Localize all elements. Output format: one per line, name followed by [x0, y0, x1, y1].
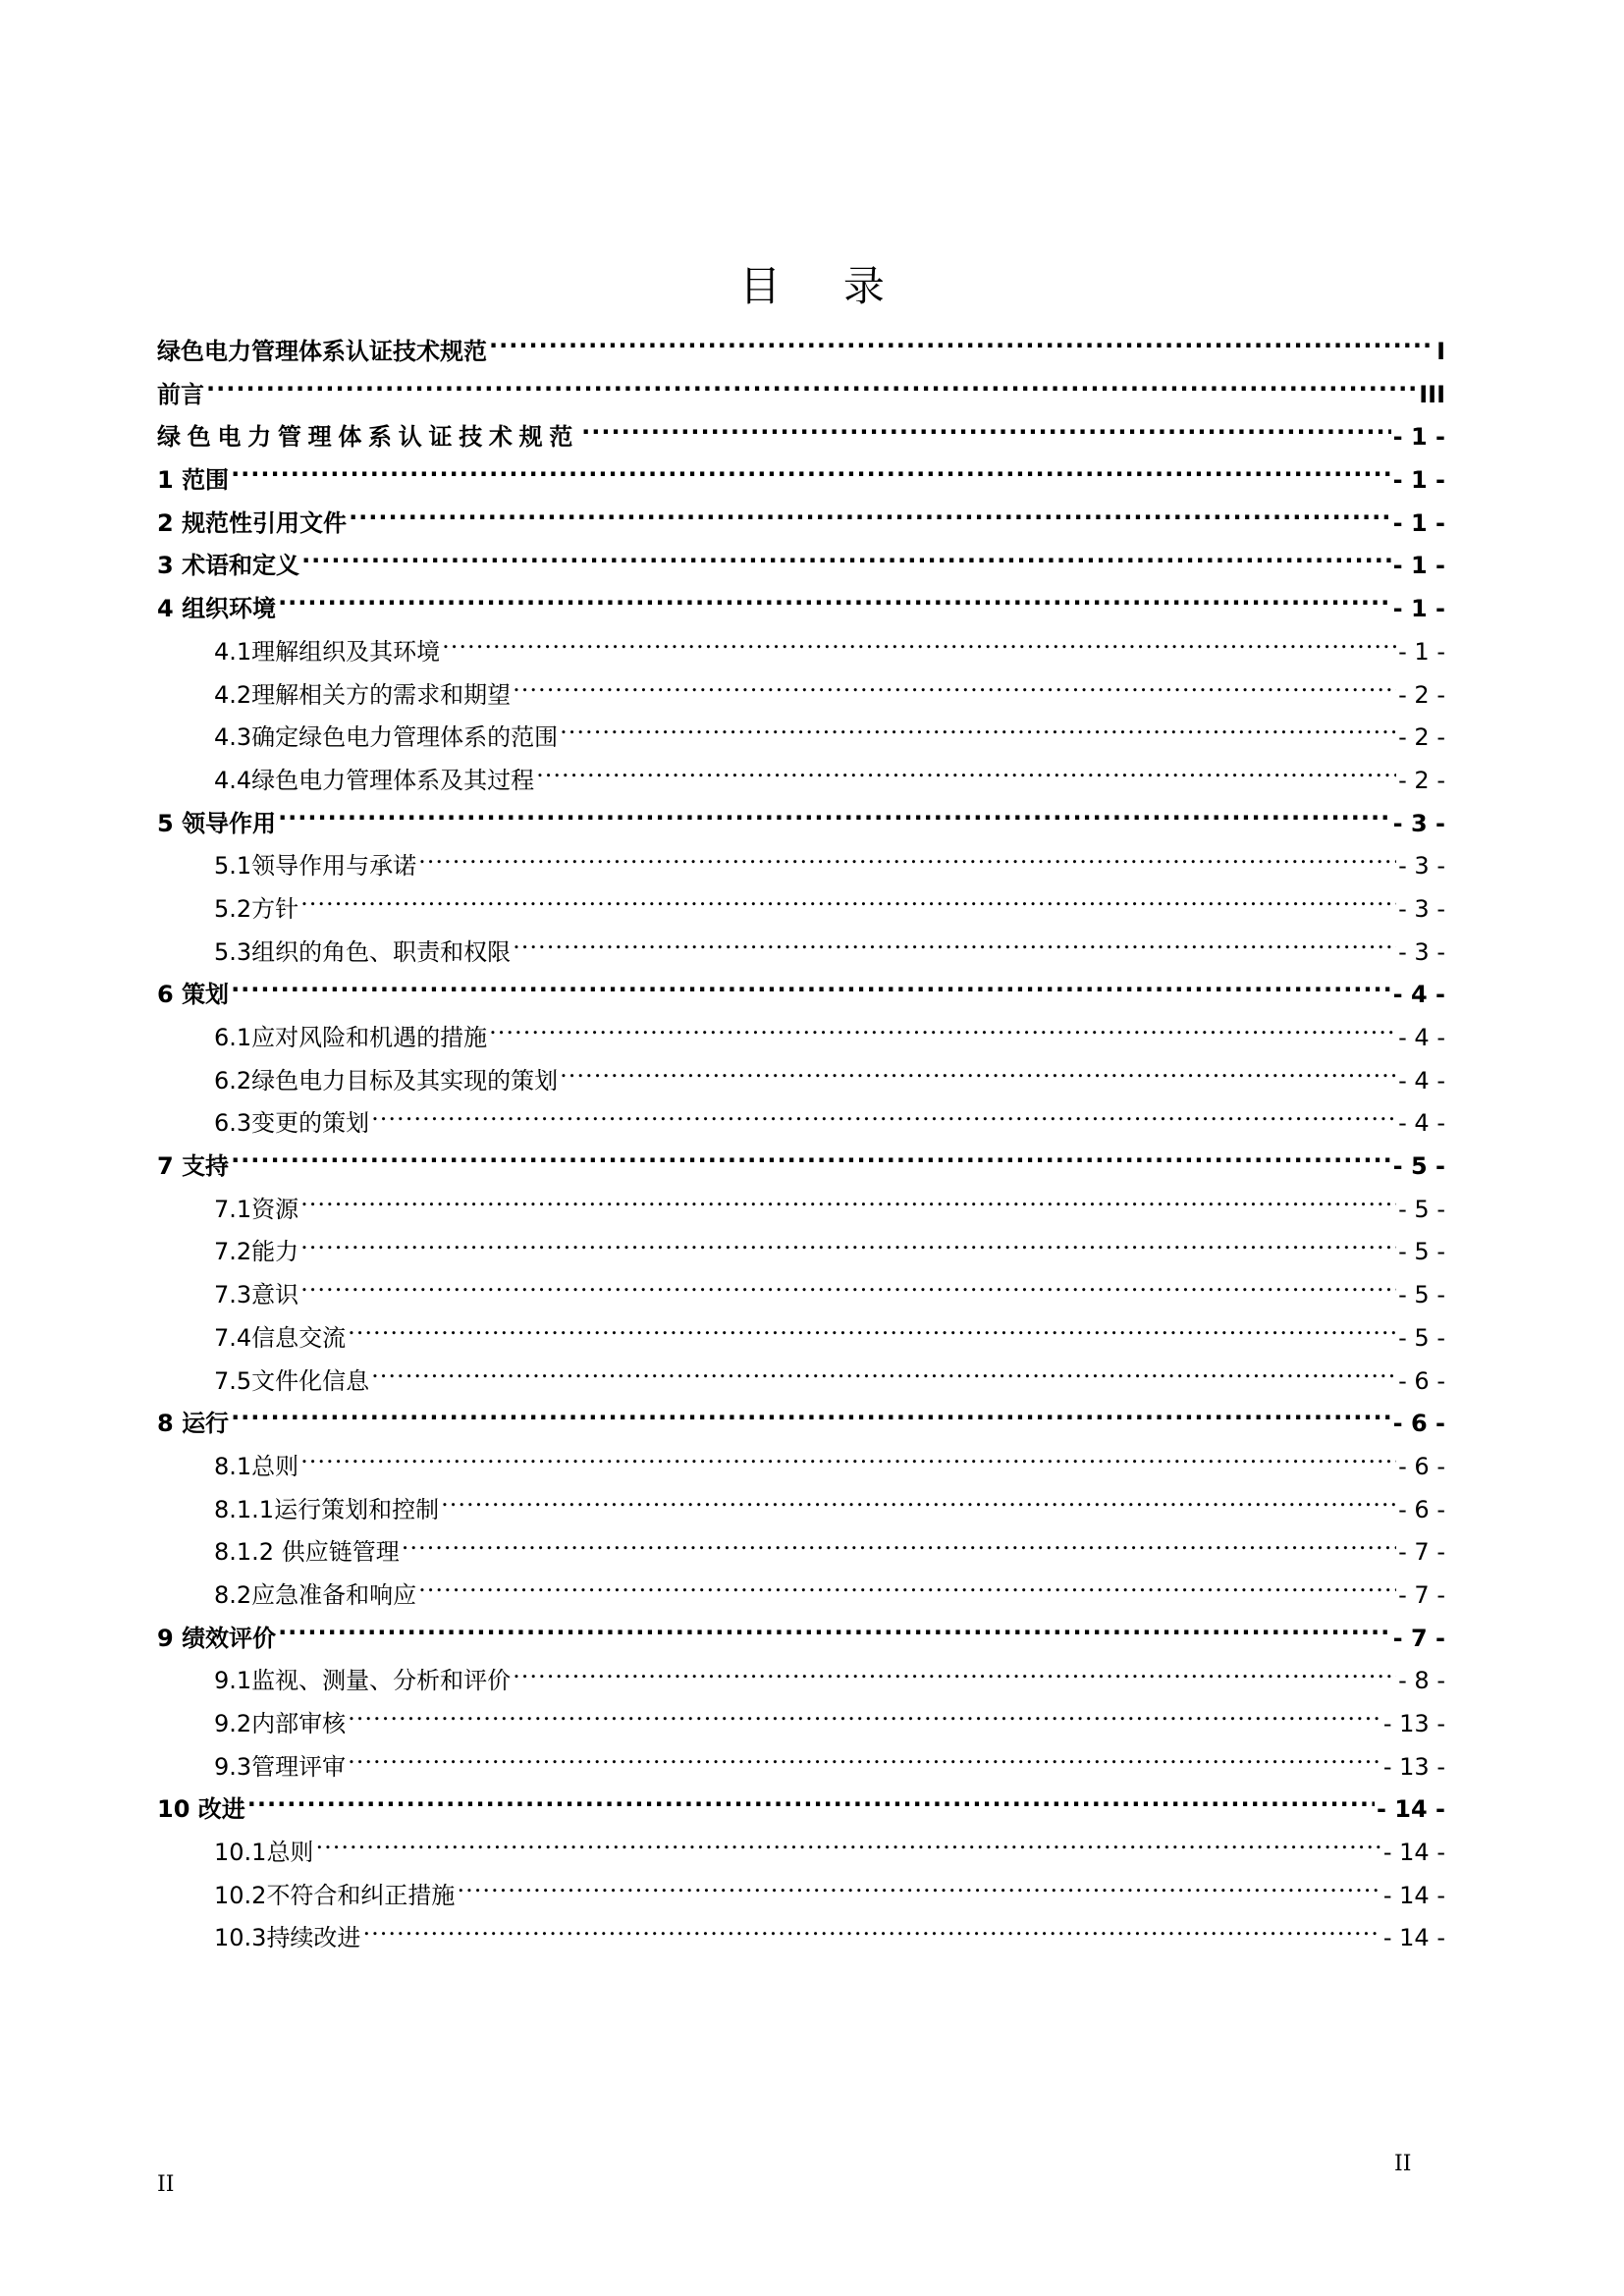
toc-page-number: III [1419, 380, 1445, 408]
toc-entry-text: 组织环境 [182, 595, 277, 623]
toc-entry-number: 9.1 [214, 1667, 252, 1695]
toc-page-number: - 2 - [1398, 680, 1445, 709]
footer-page-number-right: II [1394, 2152, 1412, 2176]
toc-page-number: - 1 - [1392, 466, 1445, 495]
toc-entry-label [214, 760, 534, 803]
toc-entry-number: 2 [157, 508, 174, 537]
toc-page-number: - 6 - [1398, 1452, 1445, 1480]
toc-entry-section[interactable] [157, 416, 1445, 459]
toc-entry-label [214, 1189, 298, 1232]
toc-page-number: - 14 - [1376, 1795, 1445, 1824]
toc-entry-section[interactable] [157, 974, 1445, 1017]
toc-entry-text: 绿色电力管理体系认证技术规范 [157, 338, 487, 365]
toc-entry-subsection[interactable] [157, 1274, 1445, 1317]
toc-entry-text: 应急准备和响应 [251, 1580, 417, 1609]
toc-dot-leader [231, 1150, 1391, 1174]
toc-entry-number: 9.2 [214, 1710, 252, 1737]
toc-page-number: - 4 - [1392, 981, 1445, 1009]
toc-entry-subsection[interactable] [157, 1317, 1445, 1361]
toc-entry-number: 9.3 [214, 1752, 252, 1781]
toc-page-number: - 3 - [1398, 937, 1445, 966]
toc-entry-number: 3 [157, 552, 174, 580]
toc-entry-subsection[interactable] [157, 1746, 1445, 1789]
toc-page-number: - 2 - [1398, 723, 1445, 752]
toc-dot-leader [300, 893, 1396, 917]
toc-entry-label [214, 1060, 558, 1103]
toc-page-number: - 3 - [1398, 894, 1445, 923]
toc-page-number: - 1 - [1392, 508, 1445, 537]
toc-page-number: - 7 - [1398, 1580, 1445, 1609]
toc-page-number: - 3 - [1392, 809, 1445, 837]
toc-dot-leader [513, 936, 1396, 960]
toc-entry-text: 管理评审 [251, 1752, 347, 1781]
toc-entry-label [157, 1146, 229, 1189]
toc-entry-section[interactable] [157, 588, 1445, 631]
toc-entry-text: 组织的角色、职责和权限 [251, 937, 512, 966]
toc-entry-section[interactable] [157, 1146, 1445, 1189]
toc-entry-label [214, 1531, 400, 1575]
toc-entry-label [214, 1703, 346, 1746]
toc-entry-text: 理解组织及其环境 [251, 637, 441, 666]
toc-entry-text: 术语和定义 [182, 552, 300, 580]
toc-entry-label [214, 1017, 487, 1060]
toc-entry-number: 10.2 [214, 1881, 267, 1909]
toc-entry-number: 9 [157, 1624, 174, 1652]
toc-dot-leader [489, 336, 1435, 359]
toc-entry-label [214, 932, 511, 975]
toc-entry-subsection[interactable] [157, 1361, 1445, 1404]
toc-entry-number: 4.4 [214, 766, 252, 794]
toc-entry-section[interactable] [157, 1403, 1445, 1446]
toc-entry-label [157, 459, 229, 503]
toc-entry-subsection[interactable] [157, 1875, 1445, 1918]
toc-entry-number: 10.3 [214, 1924, 267, 1952]
toc-dot-leader [348, 1751, 1381, 1775]
toc-dot-leader [206, 379, 1417, 402]
toc-page-number: - 5 - [1392, 1152, 1445, 1181]
toc-page-number: - 4 - [1398, 1024, 1445, 1051]
toc-entry-label [214, 1917, 360, 1960]
toc-entry-text: 监视、测量、分析和评价 [251, 1667, 512, 1695]
toc-entry-subsection[interactable] [157, 1703, 1445, 1746]
toc-entry-number: 7.5 [214, 1366, 252, 1395]
toc-dot-leader [300, 1236, 1396, 1259]
toc-entry-label [157, 1618, 276, 1661]
toc-entry-label [214, 1746, 346, 1789]
toc-entry-number: 1 [157, 466, 174, 495]
toc-entry-subsection[interactable] [157, 1231, 1445, 1274]
toc-entry-number: 8.1.2 [214, 1538, 275, 1567]
toc-entry-label [157, 416, 579, 459]
toc-entry-text: 前言 [157, 380, 204, 408]
toc-entry-number: 8 [157, 1410, 174, 1438]
toc-entry-label [157, 1789, 245, 1832]
toc-dot-leader [247, 1793, 1375, 1817]
table-of-contents [157, 331, 1445, 1960]
toc-entry-number: 6.1 [214, 1024, 252, 1051]
toc-dot-leader [278, 808, 1391, 831]
toc-entry-text: 绿色电力管理体系认证技术规范 [157, 423, 580, 452]
toc-entry-label [214, 1317, 346, 1361]
toc-entry-number: 10.1 [214, 1839, 267, 1867]
toc-entry-text: 变更的策划 [251, 1109, 370, 1138]
toc-entry-text: 绩效评价 [182, 1624, 277, 1652]
toc-entry-text: 运行策划和控制 [274, 1495, 440, 1523]
toc-entry-text: 应对风险和机遇的措施 [251, 1024, 488, 1051]
toc-page-number: - 6 - [1392, 1410, 1445, 1438]
toc-entry-label [214, 674, 511, 718]
toc-entry-number: 5.3 [214, 937, 252, 966]
toc-dot-leader [348, 1322, 1396, 1346]
toc-entry-text: 持续改进 [266, 1924, 361, 1952]
toc-entry-subsection[interactable] [157, 1489, 1445, 1532]
toc-dot-leader [441, 1494, 1396, 1518]
toc-dot-leader [231, 1408, 1391, 1431]
toc-entry-label [214, 631, 440, 674]
toc-entry-label [157, 803, 276, 846]
toc-entry-number: 7 [157, 1152, 174, 1181]
toc-entry-section[interactable] [157, 331, 1445, 374]
toc-dot-leader [560, 721, 1396, 745]
toc-entry-number: 7.3 [214, 1281, 252, 1309]
toc-entry-label [214, 1231, 298, 1274]
toc-entry-label [214, 1446, 298, 1489]
toc-dot-leader [371, 1107, 1396, 1131]
toc-entry-subsection[interactable] [157, 1060, 1445, 1103]
toc-page-number: - 8 - [1398, 1667, 1445, 1695]
toc-entry-text: 资源 [251, 1195, 299, 1223]
toc-entry-text: 能力 [251, 1238, 299, 1266]
toc-entry-text: 支持 [182, 1152, 230, 1181]
toc-dot-leader [581, 421, 1391, 445]
toc-entry-text: 方针 [251, 894, 299, 923]
toc-dot-leader [278, 593, 1391, 616]
toc-entry-number: 4 [157, 595, 174, 623]
toc-entry-label [214, 845, 416, 888]
toc-dot-leader [300, 1194, 1396, 1217]
toc-entry-text: 总则 [251, 1452, 299, 1480]
toc-dot-leader [442, 636, 1396, 660]
toc-entry-text: 范围 [182, 466, 230, 495]
toc-entry-text: 领导作用 [182, 809, 277, 837]
toc-page-number: - 13 - [1382, 1752, 1445, 1781]
toc-entry-subsection[interactable] [157, 1660, 1445, 1703]
toc-entry-label [214, 1875, 455, 1918]
toc-page-number: - 1 - [1392, 595, 1445, 623]
toc-entry-section[interactable] [157, 545, 1445, 588]
toc-entry-number: 8.1 [214, 1452, 252, 1480]
toc-entry-number: 4.1 [214, 637, 252, 666]
toc-entry-text: 信息交流 [251, 1323, 347, 1352]
toc-entry-subsection[interactable] [157, 1102, 1445, 1146]
toc-entry-subsection[interactable] [157, 932, 1445, 975]
toc-dot-leader [301, 550, 1391, 573]
toc-page-number: - 5 - [1398, 1323, 1445, 1352]
toc-page-number: - 2 - [1398, 766, 1445, 794]
toc-entry-subsection[interactable] [157, 1531, 1445, 1575]
footer-page-number-left: II [157, 2172, 175, 2197]
toc-entry-subsection[interactable] [157, 674, 1445, 718]
toc-dot-leader [300, 1279, 1396, 1303]
toc-entry-label [214, 1660, 511, 1703]
toc-entry-text: 内部审核 [251, 1710, 347, 1737]
toc-entry-number: 7.1 [214, 1195, 252, 1223]
toc-entry-label [214, 1102, 369, 1146]
toc-page-number: - 6 - [1398, 1495, 1445, 1523]
toc-entry-label [157, 331, 487, 374]
toc-dot-leader [418, 1579, 1396, 1603]
toc-entry-section[interactable] [157, 503, 1445, 546]
toc-entry-text: 不符合和纠正措施 [266, 1881, 456, 1909]
toc-entry-number: 4.3 [214, 723, 252, 752]
toc-entry-number: 6.2 [214, 1066, 252, 1095]
toc-page-number: - 14 - [1382, 1924, 1445, 1952]
toc-page-number: - 6 - [1398, 1366, 1445, 1395]
toc-entry-section[interactable] [157, 1789, 1445, 1832]
toc-dot-leader [371, 1365, 1396, 1389]
toc-dot-leader [457, 1880, 1380, 1903]
toc-entry-section[interactable] [157, 1618, 1445, 1661]
toc-entry-label [157, 588, 276, 631]
toc-entry-number: 5.1 [214, 852, 252, 881]
toc-entry-subsection[interactable] [157, 1917, 1445, 1960]
toc-title: 目 录 [739, 262, 910, 310]
toc-entry-label [214, 717, 558, 760]
toc-page-number: - 5 - [1398, 1238, 1445, 1266]
toc-entry-number: 6.3 [214, 1109, 252, 1138]
toc-entry-number: 7.2 [214, 1238, 252, 1266]
toc-entry-text: 确定绿色电力管理体系的范围 [251, 723, 559, 752]
toc-page-number: - 13 - [1382, 1710, 1445, 1737]
toc-entry-label [214, 1575, 416, 1618]
toc-entry-number: 6 [157, 981, 174, 1009]
toc-dot-leader [489, 1022, 1396, 1045]
toc-dot-leader [349, 507, 1391, 531]
toc-page-number: - 14 - [1382, 1839, 1445, 1867]
toc-dot-leader [418, 850, 1396, 874]
toc-dot-leader [278, 1623, 1391, 1646]
toc-entry-label [214, 1489, 439, 1532]
toc-page-number: - 14 - [1382, 1881, 1445, 1909]
toc-entry-number: 10 [157, 1795, 190, 1824]
toc-page-number: I [1436, 338, 1445, 365]
toc-dot-leader [231, 464, 1391, 488]
toc-page-number: - 7 - [1398, 1538, 1445, 1567]
toc-page-number: - 5 - [1398, 1195, 1445, 1223]
toc-page-number: - 4 - [1398, 1109, 1445, 1138]
toc-entry-text: 总则 [266, 1839, 314, 1867]
toc-entry-subsection[interactable] [157, 1575, 1445, 1618]
toc-page-number: - 1 - [1398, 637, 1445, 666]
toc-entry-text: 理解相关方的需求和期望 [251, 680, 512, 709]
toc-entry-text: 供应链管理 [274, 1538, 400, 1567]
toc-dot-leader [300, 1451, 1396, 1474]
toc-page-number: - 4 - [1398, 1066, 1445, 1095]
toc-entry-subsection[interactable] [157, 760, 1445, 803]
toc-entry-subsection[interactable] [157, 631, 1445, 674]
toc-dot-leader [402, 1536, 1396, 1560]
toc-dot-leader [231, 979, 1391, 1002]
toc-entry-subsection[interactable] [157, 845, 1445, 888]
toc-entry-text: 文件化信息 [251, 1366, 370, 1395]
toc-entry-text: 意识 [251, 1281, 299, 1309]
toc-entry-section[interactable] [157, 459, 1445, 503]
toc-entry-subsection[interactable] [157, 1832, 1445, 1875]
toc-entry-label [157, 974, 229, 1017]
toc-entry-label [214, 888, 298, 932]
toc-entry-label [214, 1832, 313, 1875]
toc-dot-leader [315, 1837, 1380, 1860]
toc-entry-number: 5 [157, 809, 174, 837]
toc-entry-text: 改进 [197, 1795, 245, 1824]
toc-page-number: - 3 - [1398, 852, 1445, 881]
toc-page-number: - 1 - [1392, 423, 1445, 452]
toc-entry-label [157, 1403, 229, 1446]
toc-entry-label [214, 1361, 369, 1404]
toc-entry-number: 4.2 [214, 680, 252, 709]
toc-entry-section[interactable] [157, 803, 1445, 846]
toc-dot-leader [348, 1708, 1381, 1732]
toc-entry-number: 5.2 [214, 894, 252, 923]
toc-entry-text: 绿色电力管理体系及其过程 [251, 766, 535, 794]
toc-dot-leader [560, 1065, 1396, 1089]
toc-entry-number: 8.2 [214, 1580, 252, 1609]
toc-entry-section[interactable] [157, 374, 1445, 417]
toc-entry-label [157, 503, 347, 546]
toc-entry-subsection[interactable] [157, 888, 1445, 932]
toc-entry-label [157, 374, 204, 417]
toc-dot-leader [362, 1922, 1380, 1946]
toc-entry-number: 7.4 [214, 1323, 252, 1352]
toc-page-number: - 7 - [1392, 1624, 1445, 1652]
toc-dot-leader [513, 1665, 1396, 1688]
toc-entry-number: 8.1.1 [214, 1495, 275, 1523]
toc-dot-leader [513, 679, 1396, 703]
toc-entry-text: 策划 [182, 981, 230, 1009]
toc-entry-subsection[interactable] [157, 1017, 1445, 1060]
toc-entry-text: 绿色电力目标及其实现的策划 [251, 1066, 559, 1095]
toc-entry-subsection[interactable] [157, 717, 1445, 760]
toc-dot-leader [536, 765, 1396, 788]
toc-entry-subsection[interactable] [157, 1446, 1445, 1489]
toc-entry-label [157, 545, 299, 588]
toc-entry-label [214, 1274, 298, 1317]
toc-entry-subsection[interactable] [157, 1189, 1445, 1232]
toc-entry-text: 规范性引用文件 [182, 508, 348, 537]
toc-page-number: - 5 - [1398, 1281, 1445, 1309]
toc-page-number: - 1 - [1392, 552, 1445, 580]
toc-entry-text: 领导作用与承诺 [251, 852, 417, 881]
toc-entry-text: 运行 [182, 1410, 230, 1438]
